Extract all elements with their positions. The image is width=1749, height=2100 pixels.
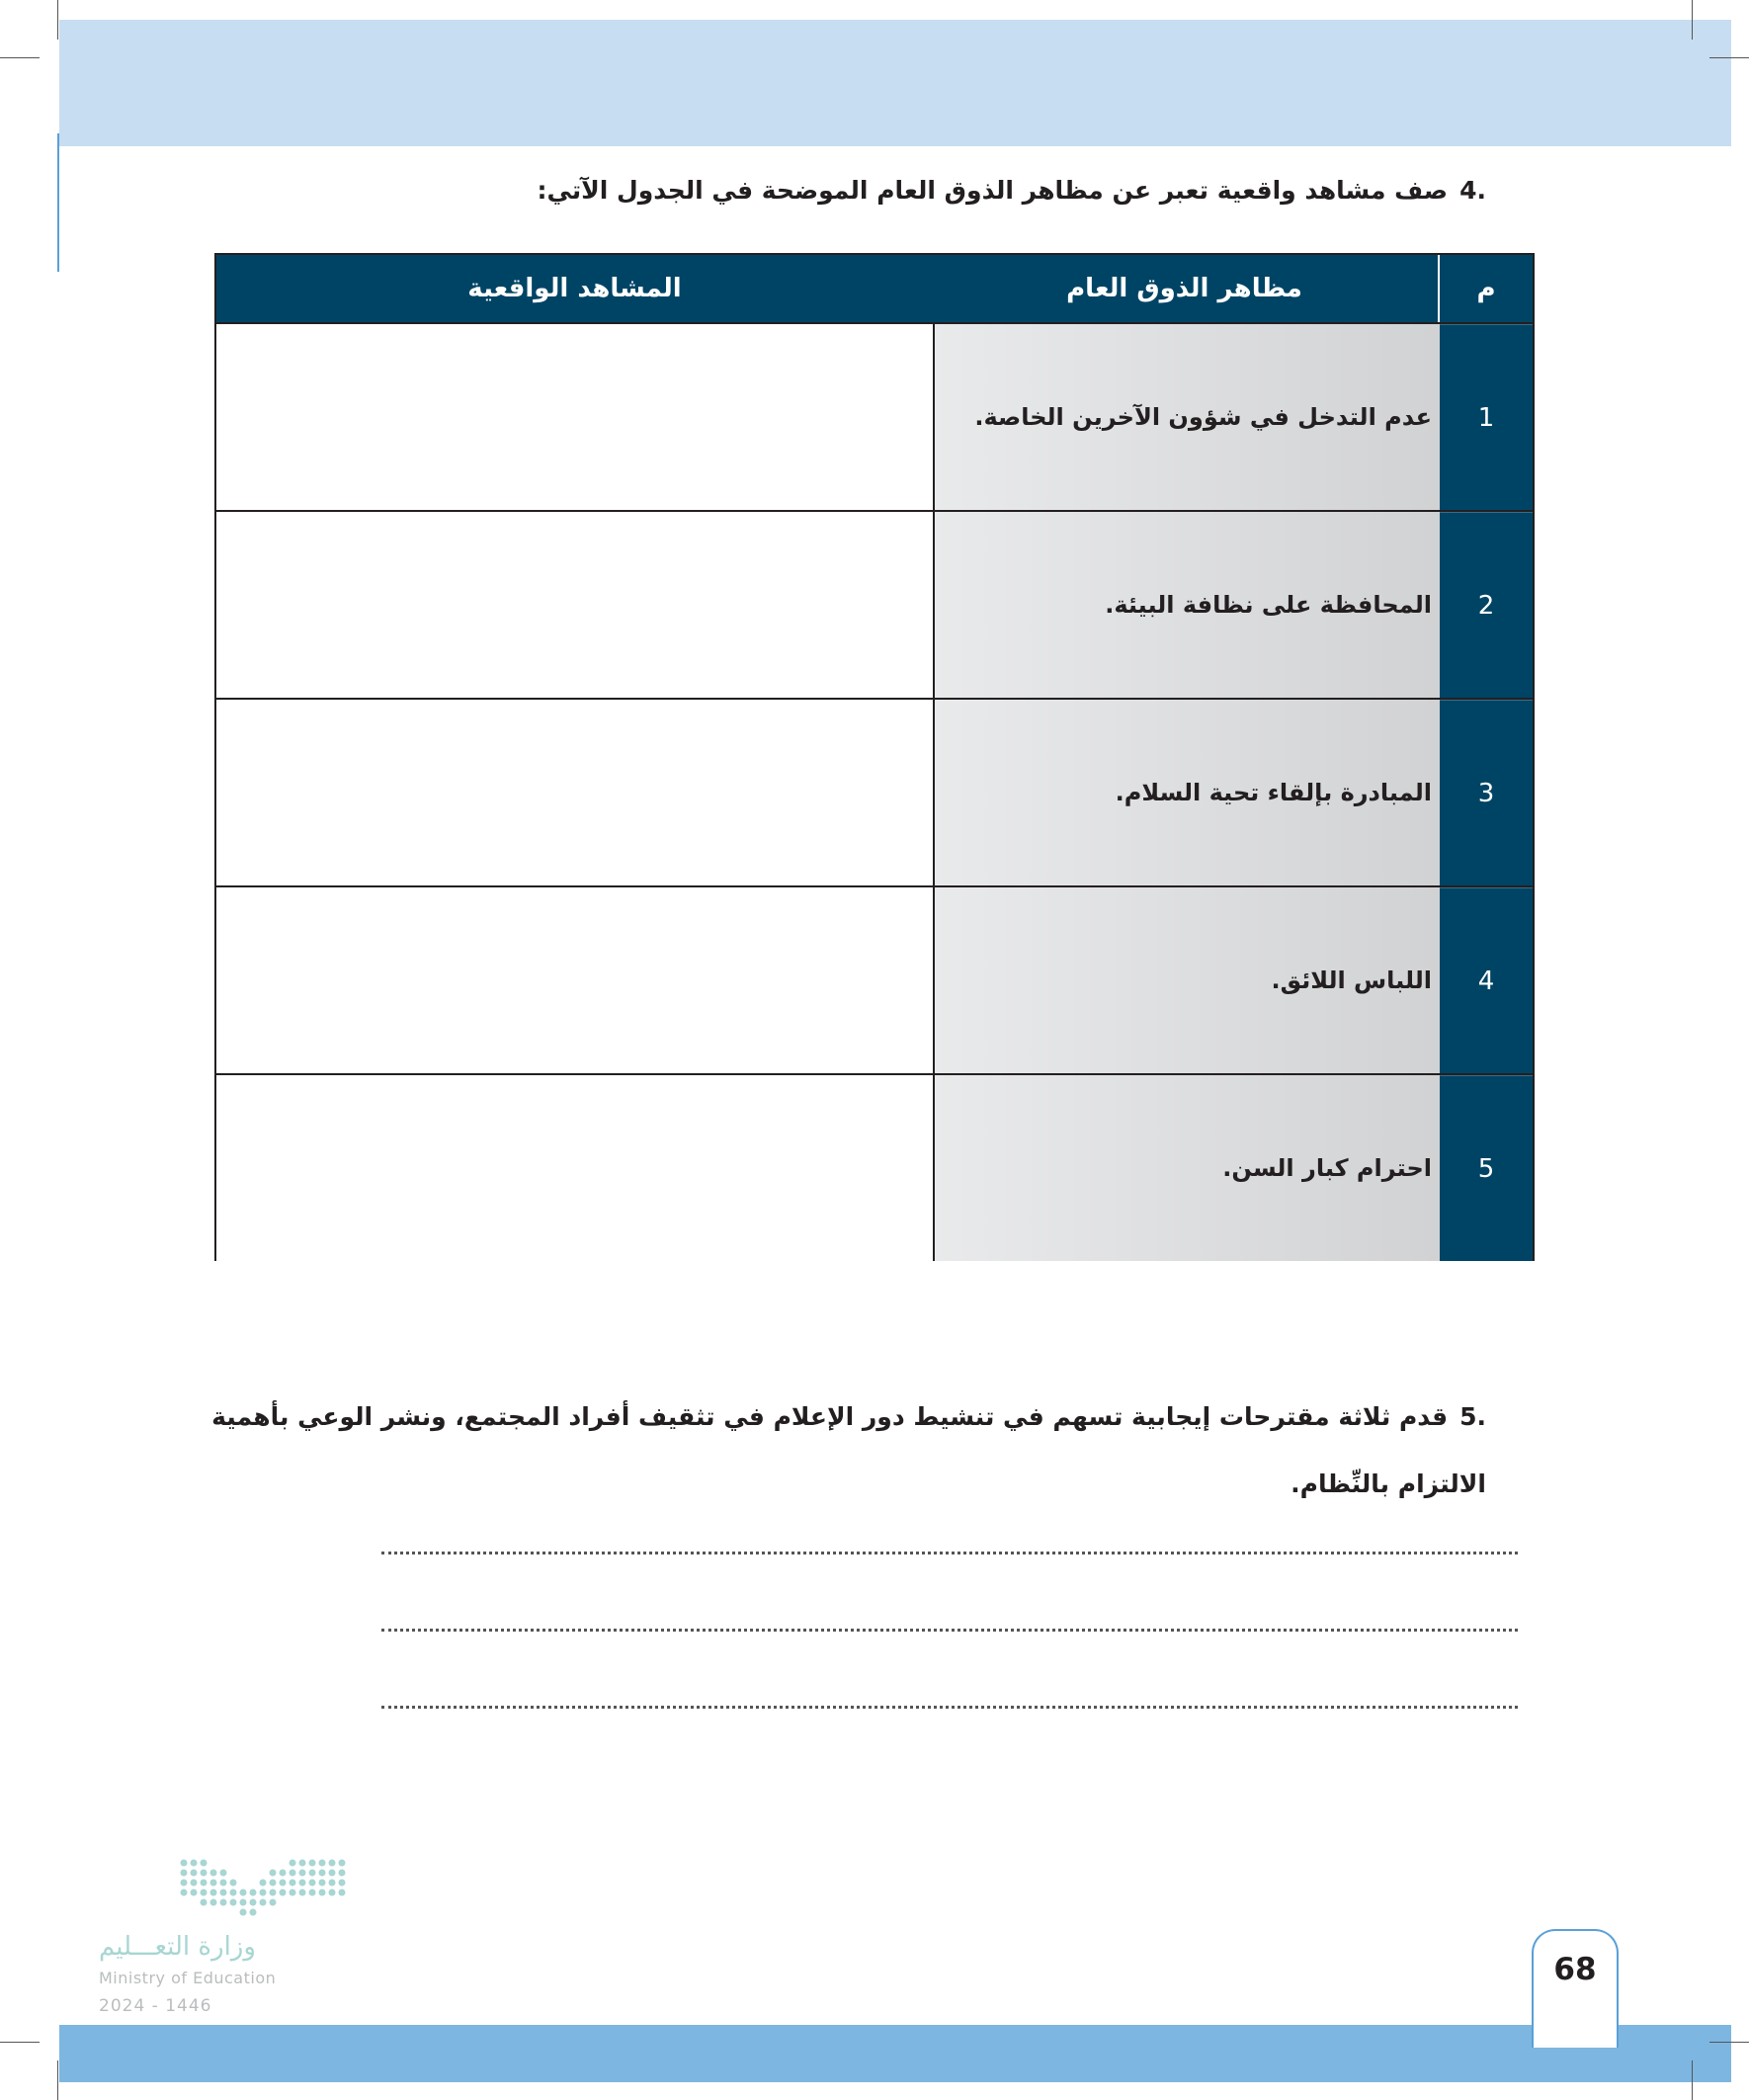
- aspect-cell: عدم التدخل في شؤون الآخرين الخاصة.: [933, 324, 1440, 510]
- row-number: 1: [1440, 324, 1533, 510]
- row-number: 5: [1440, 1075, 1533, 1261]
- crop-mark: [0, 2042, 40, 2043]
- scene-answer-cell[interactable]: [216, 700, 933, 885]
- table-body: [216, 322, 1533, 1259]
- aspects-table: [214, 253, 1535, 1261]
- aspect-cell: اللباس اللائق.: [933, 887, 1440, 1073]
- crop-mark: [57, 2060, 58, 2100]
- logo-arabic-text: وزارة التعـــليم: [99, 1932, 256, 1962]
- question-4: [537, 176, 1486, 205]
- question-4-number: 4.: [1459, 176, 1486, 205]
- scene-answer-cell[interactable]: [216, 512, 933, 698]
- row-number: 4: [1440, 887, 1533, 1073]
- scene-answer-cell[interactable]: [216, 887, 933, 1073]
- page-number-tab: [1532, 1929, 1619, 2048]
- table-row: [216, 700, 1533, 887]
- aspect-cell: المحافظة على نظافة البيئة.: [933, 512, 1440, 698]
- table-row: [216, 887, 1533, 1075]
- logo-year-text: 2024 - 1446: [99, 1996, 212, 2016]
- question-5-number: 5.: [1459, 1402, 1486, 1431]
- page-number: 68: [1553, 1952, 1597, 1987]
- crop-mark: [1709, 57, 1749, 58]
- aspect-cell: احترام كبار السن.: [933, 1075, 1440, 1261]
- header-index: م: [1440, 255, 1533, 322]
- logo-english-text: Ministry of Education: [99, 1969, 277, 1987]
- answer-line[interactable]: [381, 1552, 1518, 1554]
- header-aspects: مظاهر الذوق العام: [931, 255, 1438, 322]
- answer-line[interactable]: [381, 1629, 1518, 1632]
- scene-answer-cell[interactable]: [216, 324, 933, 510]
- question-5: [211, 1384, 1486, 1518]
- table-row: [216, 324, 1533, 512]
- crop-mark: [0, 57, 40, 58]
- margin-line: [57, 133, 59, 272]
- table-row: [216, 1075, 1533, 1261]
- crop-mark: [57, 0, 58, 40]
- question-5-line-1: 5.قدم ثلاثة مقترحات إيجابية تسهم في تنشيط دور الإعلام في تثقيف أفراد المجتمع، ونشر الوعي بأهمية: [211, 1402, 1486, 1431]
- aspect-cell: المبادرة بإلقاء تحية السلام.: [933, 700, 1440, 885]
- header-scenes: المشاهد الواقعية: [216, 255, 933, 322]
- question-5-line-2: الالتزام بالنِّظام.: [1291, 1470, 1486, 1498]
- crop-mark: [1709, 2042, 1749, 2043]
- row-number: 3: [1440, 700, 1533, 885]
- bottom-color-band: [59, 2025, 1731, 2082]
- scene-answer-cell[interactable]: [216, 1075, 933, 1261]
- top-color-band: [59, 20, 1731, 146]
- header-separator: [1438, 255, 1440, 322]
- crop-mark: [1692, 0, 1693, 40]
- crop-mark: [1692, 2060, 1693, 2100]
- answer-line[interactable]: [381, 1706, 1518, 1709]
- row-number: 2: [1440, 512, 1533, 698]
- question-4-text: صف مشاهد واقعية تعبر عن مظاهر الذوق العام الموضحة في الجدول الآتي:: [537, 176, 1449, 205]
- table-row: [216, 512, 1533, 700]
